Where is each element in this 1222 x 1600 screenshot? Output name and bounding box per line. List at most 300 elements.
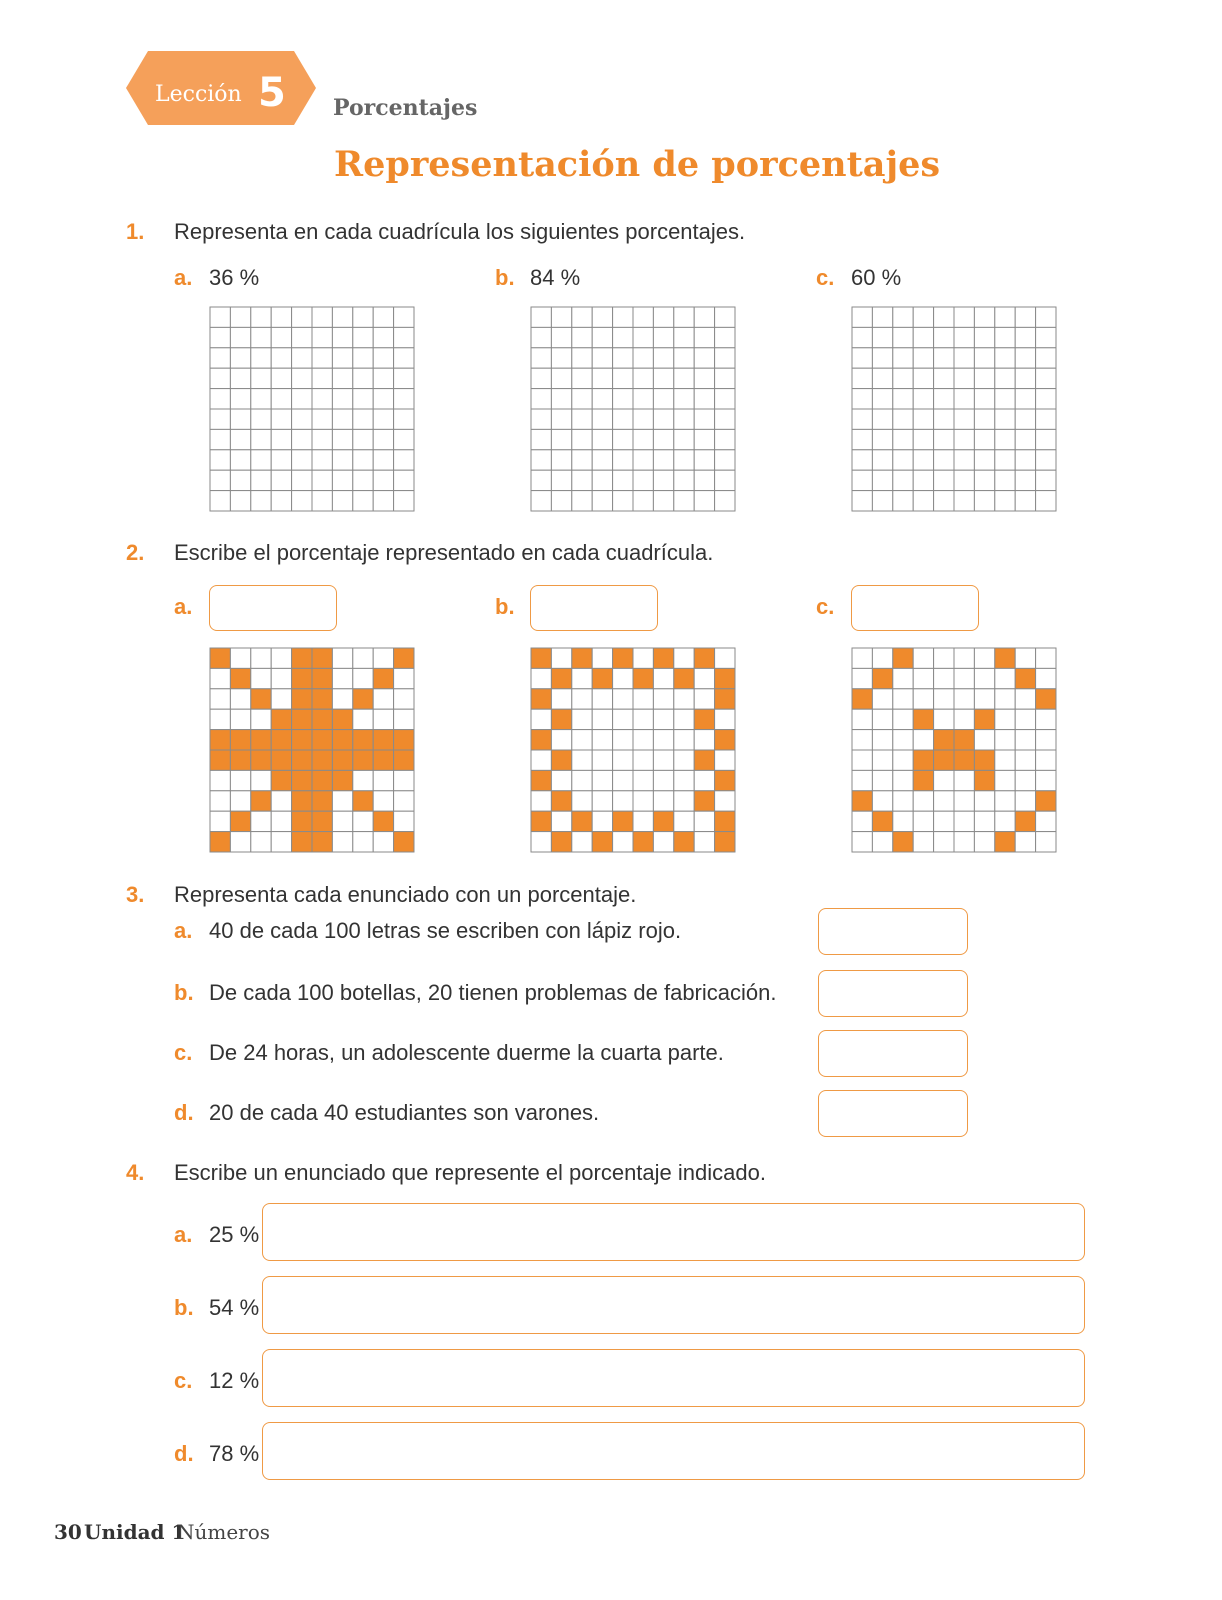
grid-cell[interactable] xyxy=(210,429,230,449)
grid-cell[interactable] xyxy=(633,307,653,327)
grid-cell[interactable] xyxy=(674,491,694,511)
grid-cell[interactable] xyxy=(653,327,673,347)
grid-cell[interactable] xyxy=(715,389,735,409)
grid-cell[interactable] xyxy=(1015,389,1035,409)
grid-cell[interactable] xyxy=(572,368,592,388)
grid-cell[interactable] xyxy=(974,470,994,490)
grid-cell[interactable] xyxy=(312,429,332,449)
grid-cell[interactable] xyxy=(613,327,633,347)
grid-cell[interactable] xyxy=(653,307,673,327)
grid-cell[interactable] xyxy=(1036,409,1056,429)
grid-cell[interactable] xyxy=(592,389,612,409)
grid-cell[interactable] xyxy=(715,491,735,511)
grid-cell[interactable] xyxy=(271,450,291,470)
grid-cell[interactable] xyxy=(210,491,230,511)
grid-cell[interactable] xyxy=(913,368,933,388)
grid-cell[interactable] xyxy=(715,470,735,490)
grid-cell[interactable] xyxy=(974,368,994,388)
grid-cell[interactable] xyxy=(974,450,994,470)
grid-cell[interactable] xyxy=(572,429,592,449)
grid-cell[interactable] xyxy=(592,491,612,511)
grid-cell[interactable] xyxy=(893,307,913,327)
grid-cell[interactable] xyxy=(934,450,954,470)
grid-cell[interactable] xyxy=(633,429,653,449)
grid-cell[interactable] xyxy=(1036,327,1056,347)
grid-cell[interactable] xyxy=(373,389,393,409)
grid-cell[interactable] xyxy=(1036,389,1056,409)
grid-cell[interactable] xyxy=(271,327,291,347)
grid-cell[interactable] xyxy=(230,450,250,470)
grid-cell[interactable] xyxy=(271,470,291,490)
grid-cell[interactable] xyxy=(531,470,551,490)
grid-cell[interactable] xyxy=(271,491,291,511)
grid-cell[interactable] xyxy=(353,307,373,327)
grid-cell[interactable] xyxy=(852,348,872,368)
grid-cell[interactable] xyxy=(353,491,373,511)
grid-cell[interactable] xyxy=(210,409,230,429)
grid-cell[interactable] xyxy=(852,389,872,409)
grid-cell[interactable] xyxy=(353,389,373,409)
grid-cell[interactable] xyxy=(353,450,373,470)
grid-cell[interactable] xyxy=(1015,348,1035,368)
grid-cell[interactable] xyxy=(373,450,393,470)
grid-cell[interactable] xyxy=(572,409,592,429)
grid-cell[interactable] xyxy=(531,450,551,470)
grid-cell[interactable] xyxy=(872,470,892,490)
grid-cell[interactable] xyxy=(572,491,592,511)
grid-cell[interactable] xyxy=(531,409,551,429)
grid-cell[interactable] xyxy=(715,348,735,368)
grid-cell[interactable] xyxy=(872,389,892,409)
grid-cell[interactable] xyxy=(1036,368,1056,388)
grid-cell[interactable] xyxy=(592,470,612,490)
grid-cell[interactable] xyxy=(613,348,633,368)
grid-cell[interactable] xyxy=(653,368,673,388)
grid-cell[interactable] xyxy=(954,409,974,429)
grid-cell[interactable] xyxy=(913,389,933,409)
grid-cell[interactable] xyxy=(353,368,373,388)
grid-cell[interactable] xyxy=(694,389,714,409)
grid-cell[interactable] xyxy=(934,327,954,347)
grid-cell[interactable] xyxy=(531,389,551,409)
grid-cell[interactable] xyxy=(995,470,1015,490)
grid-cell[interactable] xyxy=(613,470,633,490)
grid-cell[interactable] xyxy=(292,368,312,388)
grid-cell[interactable] xyxy=(292,348,312,368)
grid-cell[interactable] xyxy=(292,389,312,409)
grid-cell[interactable] xyxy=(394,450,414,470)
grid-cell[interactable] xyxy=(373,409,393,429)
grid-cell[interactable] xyxy=(653,389,673,409)
grid-cell[interactable] xyxy=(674,307,694,327)
grid-cell[interactable] xyxy=(995,389,1015,409)
grid-cell[interactable] xyxy=(872,348,892,368)
grid-cell[interactable] xyxy=(852,470,872,490)
grid-cell[interactable] xyxy=(592,307,612,327)
grid-cell[interactable] xyxy=(995,409,1015,429)
grid-cell[interactable] xyxy=(954,368,974,388)
grid-cell[interactable] xyxy=(653,348,673,368)
grid-cell[interactable] xyxy=(633,450,653,470)
grid-cell[interactable] xyxy=(353,429,373,449)
grid-cell[interactable] xyxy=(913,450,933,470)
grid-cell[interactable] xyxy=(572,470,592,490)
grid-cell[interactable] xyxy=(531,368,551,388)
grid-cell[interactable] xyxy=(653,470,673,490)
grid-cell[interactable] xyxy=(551,450,571,470)
grid-cell[interactable] xyxy=(353,348,373,368)
grid-cell[interactable] xyxy=(551,307,571,327)
grid-cell[interactable] xyxy=(653,450,673,470)
q3-answer-box-d[interactable] xyxy=(818,1090,968,1137)
grid-cell[interactable] xyxy=(332,429,352,449)
grid-cell[interactable] xyxy=(913,491,933,511)
grid-cell[interactable] xyxy=(271,348,291,368)
grid-cell[interactable] xyxy=(715,409,735,429)
grid-cell[interactable] xyxy=(872,409,892,429)
grid-cell[interactable] xyxy=(230,409,250,429)
grid-cell[interactable] xyxy=(893,450,913,470)
grid-cell[interactable] xyxy=(893,470,913,490)
grid-cell[interactable] xyxy=(312,368,332,388)
grid-cell[interactable] xyxy=(633,389,653,409)
q1-grid-b[interactable] xyxy=(530,306,736,517)
grid-cell[interactable] xyxy=(251,429,271,449)
grid-cell[interactable] xyxy=(251,368,271,388)
grid-cell[interactable] xyxy=(1036,307,1056,327)
grid-cell[interactable] xyxy=(531,491,551,511)
grid-cell[interactable] xyxy=(394,409,414,429)
grid-cell[interactable] xyxy=(271,368,291,388)
grid-cell[interactable] xyxy=(913,429,933,449)
grid-cell[interactable] xyxy=(633,470,653,490)
grid-cell[interactable] xyxy=(694,368,714,388)
grid-cell[interactable] xyxy=(251,389,271,409)
grid-cell[interactable] xyxy=(954,470,974,490)
grid-cell[interactable] xyxy=(332,368,352,388)
grid-cell[interactable] xyxy=(995,348,1015,368)
grid-cell[interactable] xyxy=(292,450,312,470)
grid-cell[interactable] xyxy=(852,368,872,388)
grid-cell[interactable] xyxy=(210,470,230,490)
grid-cell[interactable] xyxy=(292,409,312,429)
grid-cell[interactable] xyxy=(674,368,694,388)
grid-cell[interactable] xyxy=(373,348,393,368)
grid-cell[interactable] xyxy=(353,409,373,429)
grid-cell[interactable] xyxy=(995,307,1015,327)
grid-cell[interactable] xyxy=(230,389,250,409)
grid-cell[interactable] xyxy=(913,348,933,368)
grid-cell[interactable] xyxy=(332,491,352,511)
grid-cell[interactable] xyxy=(995,491,1015,511)
grid-cell[interactable] xyxy=(1036,429,1056,449)
grid-cell[interactable] xyxy=(332,307,352,327)
grid-cell[interactable] xyxy=(1015,470,1035,490)
grid-cell[interactable] xyxy=(251,327,271,347)
grid-cell[interactable] xyxy=(332,348,352,368)
grid-cell[interactable] xyxy=(893,389,913,409)
grid-cell[interactable] xyxy=(613,450,633,470)
grid-cell[interactable] xyxy=(995,327,1015,347)
grid-cell[interactable] xyxy=(872,327,892,347)
grid-cell[interactable] xyxy=(373,491,393,511)
grid-cell[interactable] xyxy=(210,348,230,368)
grid-cell[interactable] xyxy=(572,307,592,327)
grid-cell[interactable] xyxy=(373,307,393,327)
grid-cell[interactable] xyxy=(694,470,714,490)
grid-cell[interactable] xyxy=(715,327,735,347)
grid-cell[interactable] xyxy=(872,368,892,388)
grid-cell[interactable] xyxy=(715,307,735,327)
grid-cell[interactable] xyxy=(210,307,230,327)
grid-cell[interactable] xyxy=(674,327,694,347)
grid-cell[interactable] xyxy=(633,409,653,429)
grid-cell[interactable] xyxy=(251,409,271,429)
grid-cell[interactable] xyxy=(353,327,373,347)
grid-cell[interactable] xyxy=(934,429,954,449)
grid-cell[interactable] xyxy=(1036,348,1056,368)
grid-cell[interactable] xyxy=(292,491,312,511)
grid-cell[interactable] xyxy=(913,307,933,327)
grid-svg[interactable] xyxy=(209,306,415,512)
grid-cell[interactable] xyxy=(633,327,653,347)
grid-cell[interactable] xyxy=(954,327,974,347)
grid-cell[interactable] xyxy=(694,307,714,327)
grid-cell[interactable] xyxy=(694,491,714,511)
q4-answer-box-a[interactable] xyxy=(262,1203,1085,1261)
grid-cell[interactable] xyxy=(995,368,1015,388)
q2-answer-box-b[interactable] xyxy=(530,585,658,631)
grid-cell[interactable] xyxy=(394,348,414,368)
grid-cell[interactable] xyxy=(974,429,994,449)
grid-cell[interactable] xyxy=(893,491,913,511)
grid-cell[interactable] xyxy=(852,409,872,429)
grid-cell[interactable] xyxy=(893,409,913,429)
grid-cell[interactable] xyxy=(913,470,933,490)
grid-cell[interactable] xyxy=(551,389,571,409)
grid-cell[interactable] xyxy=(312,470,332,490)
grid-cell[interactable] xyxy=(230,368,250,388)
grid-cell[interactable] xyxy=(613,368,633,388)
grid-cell[interactable] xyxy=(251,491,271,511)
grid-cell[interactable] xyxy=(312,307,332,327)
grid-cell[interactable] xyxy=(893,429,913,449)
grid-cell[interactable] xyxy=(1015,491,1035,511)
grid-cell[interactable] xyxy=(613,429,633,449)
grid-cell[interactable] xyxy=(394,389,414,409)
grid-cell[interactable] xyxy=(974,348,994,368)
grid-cell[interactable] xyxy=(531,327,551,347)
grid-cell[interactable] xyxy=(373,429,393,449)
q4-answer-box-b[interactable] xyxy=(262,1276,1085,1334)
grid-cell[interactable] xyxy=(674,409,694,429)
q1-grid-a[interactable] xyxy=(209,306,415,517)
grid-cell[interactable] xyxy=(934,409,954,429)
grid-cell[interactable] xyxy=(893,368,913,388)
grid-cell[interactable] xyxy=(852,450,872,470)
grid-cell[interactable] xyxy=(572,389,592,409)
q2-answer-box-c[interactable] xyxy=(851,585,979,631)
grid-cell[interactable] xyxy=(394,491,414,511)
grid-cell[interactable] xyxy=(852,429,872,449)
grid-cell[interactable] xyxy=(394,327,414,347)
q1-grid-c[interactable] xyxy=(851,306,1057,517)
grid-cell[interactable] xyxy=(312,389,332,409)
grid-cell[interactable] xyxy=(230,307,250,327)
grid-cell[interactable] xyxy=(271,429,291,449)
grid-cell[interactable] xyxy=(934,491,954,511)
grid-svg[interactable] xyxy=(851,306,1057,512)
grid-cell[interactable] xyxy=(271,389,291,409)
q3-answer-box-b[interactable] xyxy=(818,970,968,1017)
grid-cell[interactable] xyxy=(592,450,612,470)
grid-cell[interactable] xyxy=(613,307,633,327)
grid-cell[interactable] xyxy=(954,450,974,470)
grid-cell[interactable] xyxy=(1036,450,1056,470)
q4-answer-box-c[interactable] xyxy=(262,1349,1085,1407)
grid-cell[interactable] xyxy=(531,429,551,449)
grid-cell[interactable] xyxy=(373,470,393,490)
grid-cell[interactable] xyxy=(934,389,954,409)
grid-cell[interactable] xyxy=(974,389,994,409)
grid-cell[interactable] xyxy=(1015,429,1035,449)
grid-cell[interactable] xyxy=(852,491,872,511)
grid-cell[interactable] xyxy=(592,327,612,347)
grid-cell[interactable] xyxy=(1015,450,1035,470)
grid-cell[interactable] xyxy=(592,348,612,368)
grid-cell[interactable] xyxy=(934,368,954,388)
grid-cell[interactable] xyxy=(872,450,892,470)
grid-cell[interactable] xyxy=(715,429,735,449)
grid-cell[interactable] xyxy=(551,409,571,429)
grid-cell[interactable] xyxy=(995,450,1015,470)
grid-cell[interactable] xyxy=(694,348,714,368)
grid-cell[interactable] xyxy=(872,429,892,449)
grid-cell[interactable] xyxy=(653,429,673,449)
grid-cell[interactable] xyxy=(271,307,291,327)
grid-cell[interactable] xyxy=(572,450,592,470)
grid-cell[interactable] xyxy=(974,491,994,511)
grid-cell[interactable] xyxy=(332,389,352,409)
grid-cell[interactable] xyxy=(633,368,653,388)
grid-cell[interactable] xyxy=(1015,327,1035,347)
grid-cell[interactable] xyxy=(974,409,994,429)
grid-cell[interactable] xyxy=(694,450,714,470)
grid-cell[interactable] xyxy=(210,368,230,388)
grid-cell[interactable] xyxy=(230,348,250,368)
grid-cell[interactable] xyxy=(653,491,673,511)
grid-cell[interactable] xyxy=(292,327,312,347)
grid-cell[interactable] xyxy=(210,450,230,470)
grid-cell[interactable] xyxy=(353,470,373,490)
grid-cell[interactable] xyxy=(893,348,913,368)
grid-cell[interactable] xyxy=(394,429,414,449)
grid-cell[interactable] xyxy=(312,491,332,511)
grid-cell[interactable] xyxy=(551,327,571,347)
grid-cell[interactable] xyxy=(230,470,250,490)
grid-cell[interactable] xyxy=(694,327,714,347)
grid-cell[interactable] xyxy=(572,348,592,368)
grid-cell[interactable] xyxy=(913,327,933,347)
grid-cell[interactable] xyxy=(531,348,551,368)
grid-cell[interactable] xyxy=(715,368,735,388)
q3-answer-box-a[interactable] xyxy=(818,908,968,955)
grid-cell[interactable] xyxy=(674,450,694,470)
grid-cell[interactable] xyxy=(251,307,271,327)
grid-cell[interactable] xyxy=(995,429,1015,449)
grid-cell[interactable] xyxy=(373,327,393,347)
grid-cell[interactable] xyxy=(613,409,633,429)
grid-cell[interactable] xyxy=(373,368,393,388)
grid-cell[interactable] xyxy=(934,307,954,327)
grid-cell[interactable] xyxy=(210,327,230,347)
grid-cell[interactable] xyxy=(694,409,714,429)
grid-cell[interactable] xyxy=(531,307,551,327)
grid-cell[interactable] xyxy=(332,327,352,347)
grid-cell[interactable] xyxy=(934,470,954,490)
grid-cell[interactable] xyxy=(332,450,352,470)
grid-cell[interactable] xyxy=(394,307,414,327)
grid-cell[interactable] xyxy=(1036,470,1056,490)
grid-cell[interactable] xyxy=(230,327,250,347)
grid-cell[interactable] xyxy=(872,307,892,327)
q3-answer-box-c[interactable] xyxy=(818,1030,968,1077)
grid-cell[interactable] xyxy=(872,491,892,511)
grid-cell[interactable] xyxy=(913,409,933,429)
grid-cell[interactable] xyxy=(394,470,414,490)
grid-cell[interactable] xyxy=(674,470,694,490)
grid-cell[interactable] xyxy=(852,307,872,327)
grid-cell[interactable] xyxy=(551,470,571,490)
grid-cell[interactable] xyxy=(633,491,653,511)
grid-cell[interactable] xyxy=(954,348,974,368)
grid-cell[interactable] xyxy=(934,348,954,368)
grid-cell[interactable] xyxy=(1015,409,1035,429)
grid-cell[interactable] xyxy=(551,429,571,449)
grid-cell[interactable] xyxy=(974,327,994,347)
grid-cell[interactable] xyxy=(974,307,994,327)
grid-cell[interactable] xyxy=(1036,491,1056,511)
grid-cell[interactable] xyxy=(551,491,571,511)
grid-cell[interactable] xyxy=(954,389,974,409)
grid-cell[interactable] xyxy=(292,429,312,449)
grid-cell[interactable] xyxy=(592,409,612,429)
grid-cell[interactable] xyxy=(230,429,250,449)
grid-cell[interactable] xyxy=(674,389,694,409)
grid-cell[interactable] xyxy=(292,307,312,327)
grid-cell[interactable] xyxy=(210,389,230,409)
grid-cell[interactable] xyxy=(715,450,735,470)
grid-cell[interactable] xyxy=(271,409,291,429)
grid-cell[interactable] xyxy=(312,327,332,347)
grid-cell[interactable] xyxy=(312,409,332,429)
grid-cell[interactable] xyxy=(633,348,653,368)
grid-cell[interactable] xyxy=(251,348,271,368)
grid-cell[interactable] xyxy=(572,327,592,347)
grid-cell[interactable] xyxy=(312,348,332,368)
grid-cell[interactable] xyxy=(893,327,913,347)
grid-cell[interactable] xyxy=(674,348,694,368)
grid-cell[interactable] xyxy=(954,307,974,327)
grid-cell[interactable] xyxy=(613,491,633,511)
grid-cell[interactable] xyxy=(394,368,414,388)
grid-cell[interactable] xyxy=(551,348,571,368)
grid-cell[interactable] xyxy=(653,409,673,429)
grid-cell[interactable] xyxy=(592,368,612,388)
grid-cell[interactable] xyxy=(551,368,571,388)
grid-cell[interactable] xyxy=(292,470,312,490)
q4-answer-box-d[interactable] xyxy=(262,1422,1085,1480)
